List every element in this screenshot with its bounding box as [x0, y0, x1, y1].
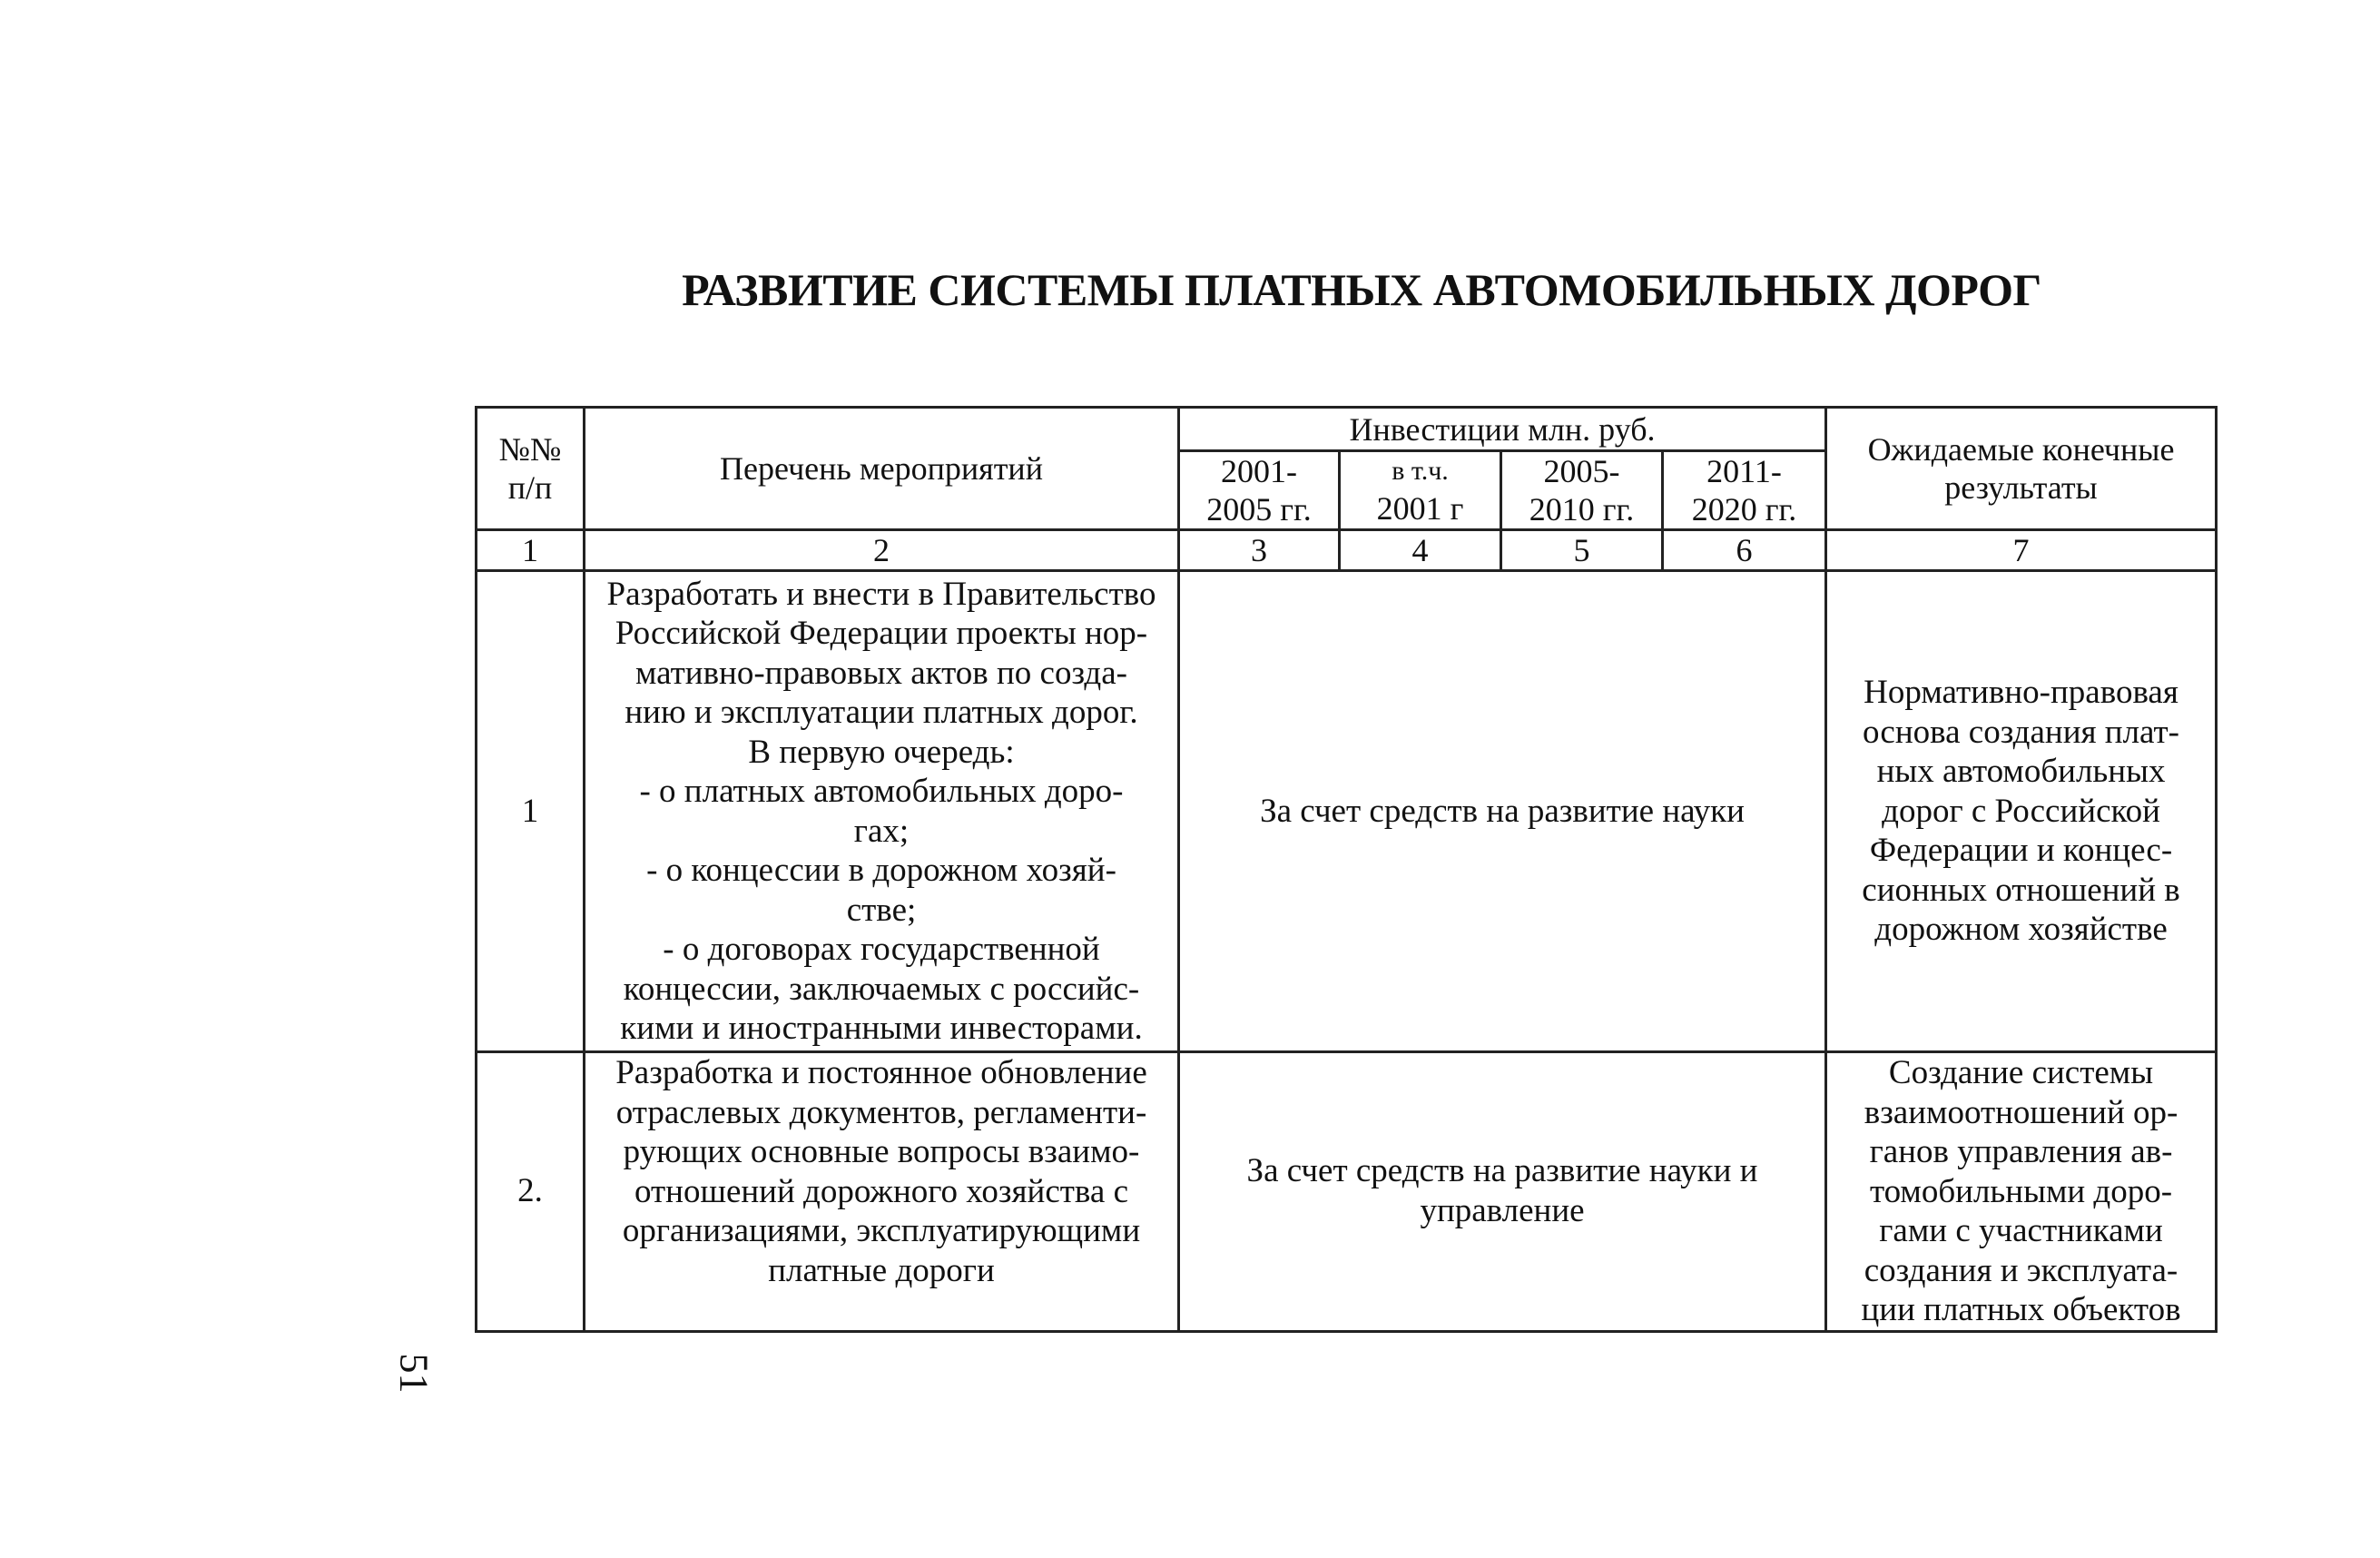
activity-line: отраслевых документов, регламенти- [615, 1093, 1147, 1131]
column-number-row [477, 530, 2217, 571]
header-period-2011-2020 [1663, 451, 1826, 530]
header-results-line-1: Ожидаемые конечные [1867, 431, 2175, 468]
funding-cell [1179, 1052, 1826, 1332]
table-row [477, 1052, 2217, 1332]
column-number: 3 [1179, 530, 1340, 571]
result-line: Федерации и концес- [1869, 832, 2173, 870]
activity-line: мативно-правовых актов по созда- [634, 654, 1127, 692]
column-number: 1 [477, 530, 585, 571]
activity-line: организациями, эксплуатирующими [622, 1212, 1141, 1249]
header-period-2005-2010-line-2: 2010 гг. [1529, 491, 1635, 528]
activity-line: рующих основные вопросы взаимо- [623, 1133, 1140, 1170]
header-num-line-2: п/п [507, 469, 553, 506]
column-number: 2 [585, 530, 1179, 571]
header-row-1 [477, 408, 2217, 451]
activity-line: отношений дорожного хозяйства с [634, 1172, 1128, 1210]
activity-line: кими и иностранными инвесторами. [620, 1010, 1143, 1047]
activity-line: платные дороги [768, 1251, 995, 1289]
column-number: 6 [1663, 530, 1826, 571]
header-period-2001-2005-line-2: 2005 гг. [1206, 491, 1312, 528]
row-number: 2. [477, 1052, 585, 1332]
column-number: 7 [1826, 530, 2217, 571]
activity-line: Разработать и внести в Правительство [606, 575, 1156, 613]
funding-line: За счет средств на развитие науки [1260, 792, 1745, 830]
header-period-2001-2005-line-1: 2001- [1221, 453, 1297, 489]
header-num-line-1: №№ [498, 431, 562, 468]
funding-line: управление [1420, 1192, 1585, 1230]
header-period-2005-2010-line-1: 2005- [1543, 453, 1620, 489]
activity-line: нию и эксплуатации платных дорог. [625, 694, 1138, 731]
header-period-2011-2020-line-2: 2020 гг. [1691, 491, 1797, 528]
activity-line: - о концессии в дорожном хозяй- [646, 852, 1116, 889]
header-incl-2001-line-1: в т.ч. [1392, 456, 1449, 486]
activity-line: - о платных автомобильных доро- [639, 773, 1124, 810]
result-line: взаимоотношений ор- [1864, 1093, 2178, 1131]
header-period-2001-2005 [1179, 451, 1340, 530]
result-line: дорожном хозяйстве [1874, 911, 2168, 949]
activity-line: гах; [853, 812, 910, 850]
funding-cell [1179, 571, 1826, 1052]
row-number: 1 [477, 571, 585, 1052]
result-line: ных автомобильных [1876, 753, 2166, 791]
result-line: томобильными доро- [1869, 1172, 2173, 1210]
result-line: ции платных объектов [1861, 1291, 2181, 1328]
result-line: Создание системы [1888, 1054, 2154, 1091]
result-line: создания и эксплуата- [1864, 1251, 2178, 1289]
column-number: 5 [1501, 530, 1663, 571]
header-period-2005-2010 [1501, 451, 1663, 530]
activity-line: В первую очередь: [748, 733, 1015, 771]
table-row [477, 571, 2217, 1052]
result-cell [1826, 1052, 2217, 1332]
result-line: основа создания плат- [1863, 713, 2180, 751]
header-activities: Перечень мероприятий [585, 408, 1179, 530]
result-line: дорог с Российской [1882, 792, 2160, 830]
column-number: 4 [1340, 530, 1501, 571]
activity-cell [585, 1052, 1179, 1332]
activity-line: Российской Федерации проекты нор- [615, 615, 1148, 652]
activity-line: концессии, заключаемых с российс- [623, 970, 1140, 1008]
funding-line: За счет средств на развитие науки и [1246, 1152, 1758, 1190]
result-line: ганов управления ав- [1869, 1133, 2173, 1170]
page-number: 51 [391, 1353, 437, 1394]
road-development-table [475, 406, 2218, 1333]
activity-cell [585, 571, 1179, 1052]
page-title: РАЗВИТИЕ СИСТЕМЫ ПЛАТНЫХ АВТОМОБИЛЬНЫХ ДОРОГ [682, 264, 2041, 315]
header-incl-2001 [1340, 451, 1501, 530]
activity-line: стве; [846, 891, 917, 929]
activity-line: - о договорах государственной [663, 931, 1100, 968]
result-line: сионных отношений в [1862, 871, 2180, 909]
result-line: гами с участниками [1879, 1212, 2163, 1249]
header-results [1826, 408, 2217, 530]
header-investments: Инвестиции млн. руб. [1179, 408, 1826, 451]
result-cell [1826, 571, 2217, 1052]
activity-line: Разработка и постоянное обновление [615, 1054, 1147, 1091]
header-period-2011-2020-line-1: 2011- [1706, 453, 1782, 489]
header-results-line-2: результаты [1944, 469, 2098, 506]
result-line: Нормативно-правовая [1864, 674, 2178, 712]
header-incl-2001-line-2: 2001 г [1376, 490, 1464, 527]
header-num [477, 408, 585, 530]
